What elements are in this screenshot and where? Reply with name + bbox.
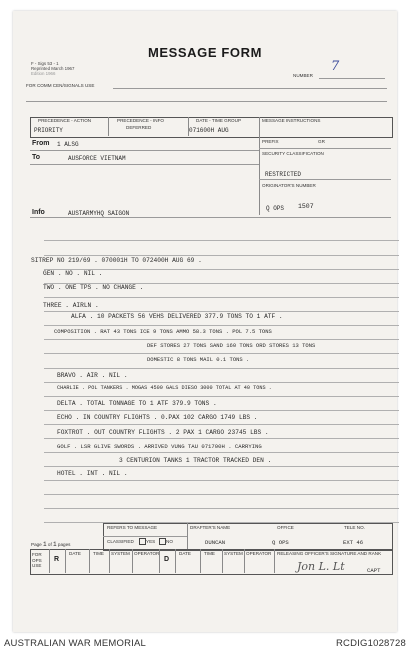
time-label-2: TIME: [204, 551, 215, 556]
message-line: COMPOSITION . RAT 43 TONS ICE 9 TONS AMMO 58.3 TONS . POL 7.5 TONS: [54, 328, 272, 335]
office-value: Q OPS: [272, 539, 289, 546]
releasing-officer-signature: Jon L. Lt: [297, 560, 345, 573]
security-classification-label: SECURITY CLASSIFICATION: [262, 151, 324, 156]
from-value: 1 ALSG: [57, 141, 79, 148]
gr-label: GR: [318, 139, 325, 144]
message-line: FOXTROT . OUT COUNTRY FLIGHTS . 2 PAX 1 CARGO 23745 LBS .: [57, 429, 269, 436]
releasing-officer-label: RELEASING OFFICER'S SIGNATURE AND RANK: [277, 551, 382, 556]
form-id-line-1: F - Sigs 53 - 1: [31, 61, 59, 66]
form-id-line-3: Edition 1966: [31, 71, 56, 76]
classified-label: CLASSIFIED: [107, 539, 134, 544]
message-line: ECHO . IN COUNTRY FLIGHTS . 0.PAX 102 CARGO 1749 LBS .: [57, 414, 258, 421]
classified-yes-checkbox[interactable]: [139, 538, 146, 545]
message-line: THREE . AIRLN .: [43, 302, 99, 309]
tele-value: EXT 46: [343, 539, 364, 546]
drafters-name-label: DRAFTER'S NAME: [190, 525, 231, 530]
comm-cen-label: FOR COMM CEN/SIGNALS USE: [26, 83, 95, 88]
message-line: GEN . NO . NIL .: [43, 270, 103, 277]
message-line: SITREP NO 219/69 . 070001H TO 072400H AUG 69 .: [31, 257, 202, 264]
no-label: NO: [166, 539, 173, 544]
footer-id: RCDIG1028728: [336, 638, 406, 649]
message-form-sheet: [13, 11, 397, 632]
to-value: AUSFORCE VIETNAM: [68, 155, 126, 162]
message-instructions-label: MESSAGE INSTRUCTIONS: [262, 118, 321, 123]
prefix-label: PREFIX: [262, 139, 279, 144]
date-label-2: DATE: [179, 551, 191, 556]
message-line: TWO . ONE TPS . NO CHANGE .: [43, 284, 144, 291]
page-of-label: of: [47, 542, 52, 547]
message-line: DELTA . TOTAL TONNAGE TO 1 ATF 379.9 TONS .: [57, 400, 217, 407]
message-line: ALFA . 10 PACKETS 56 VEHS DELIVERED 377.9 TONS TO 1 ATF .: [71, 313, 283, 320]
yes-label: YES: [146, 539, 156, 544]
d-label: D: [164, 556, 170, 563]
message-line: DEF STORES 27 TONS SAND 160 TONS ORD STORES 13 TONS: [147, 342, 316, 349]
form-id-line-2: Reprinted March 1967: [31, 66, 75, 71]
operator-label-1: OPERATOR: [134, 551, 160, 556]
drafter-value: DUNCAN: [205, 539, 226, 546]
system-label-1: SYSTEM: [111, 551, 130, 556]
footer-source: AUSTRALIAN WAR MEMORIAL: [4, 638, 147, 649]
precedence-action-value: PRIORITY: [34, 127, 63, 134]
page-total: 1: [53, 541, 57, 548]
operator-label-2: OPERATOR: [246, 551, 272, 556]
pages-label: pages: [57, 542, 71, 547]
to-label: To: [32, 154, 41, 161]
time-label-1: TIME: [93, 551, 104, 556]
precedence-action-label: PRECEDENCE - ACTION: [38, 118, 92, 123]
dtg-label: DATE - TIME GROUP: [196, 118, 242, 123]
tele-no-label: TELE NO.: [344, 525, 365, 530]
office-label: OFFICE: [277, 525, 294, 530]
info-label: Info: [32, 209, 45, 216]
number-label: NUMBER: [293, 73, 313, 78]
rank-value: CAPT: [367, 567, 381, 574]
message-line: CHARLIE . POL TANKERS . MOGAS 4500 GALS DIESO 3000 TOTAL AT 40 TONS .: [57, 385, 272, 391]
page-number: 1: [43, 541, 47, 548]
date-label-1: DATE: [69, 551, 81, 556]
form-title: MESSAGE FORM: [147, 45, 263, 60]
system-label-2: SYSTEM: [224, 551, 243, 556]
message-line: BRAVO . AIR . NIL .: [57, 372, 128, 379]
classified-no-checkbox[interactable]: [159, 538, 166, 545]
precedence-info-label: PRECEDENCE - INFO: [117, 118, 164, 123]
r-label: R: [54, 556, 60, 563]
info-value: AUSTARMYHQ SAIGON: [68, 210, 130, 217]
message-line: GOLF . LSR GLIVE SWORDS . ARRIVED VUNG TAU 071700H . CARRYING: [57, 443, 262, 450]
originator-value: Q OPS: [266, 205, 285, 212]
from-label: From: [32, 140, 50, 147]
refers-to-message-label: REFERS TO MESSAGE: [107, 525, 158, 530]
message-line: HOTEL . INT . NIL .: [57, 470, 128, 477]
originator-number: 1507: [298, 203, 314, 210]
message-line: 3 CENTURION TANKS 1 TRACTOR TRACKED DEN .: [119, 457, 272, 464]
for-ops-use-label: FOR OPS USE: [32, 552, 42, 568]
originators-number-label: ORIGINATOR'S NUMBER: [262, 183, 316, 188]
security-classification-value: RESTRICTED: [265, 171, 302, 178]
page-indicator: [31, 541, 70, 548]
number-value: 7: [331, 59, 340, 74]
page-label: Page: [31, 542, 42, 547]
dtg-value: 071600H AUG: [189, 127, 229, 134]
precedence-info-value: DEFERRED: [126, 125, 152, 130]
message-line: DOMESTIC 8 TONS MAIL 0.1 TONS .: [147, 356, 250, 363]
